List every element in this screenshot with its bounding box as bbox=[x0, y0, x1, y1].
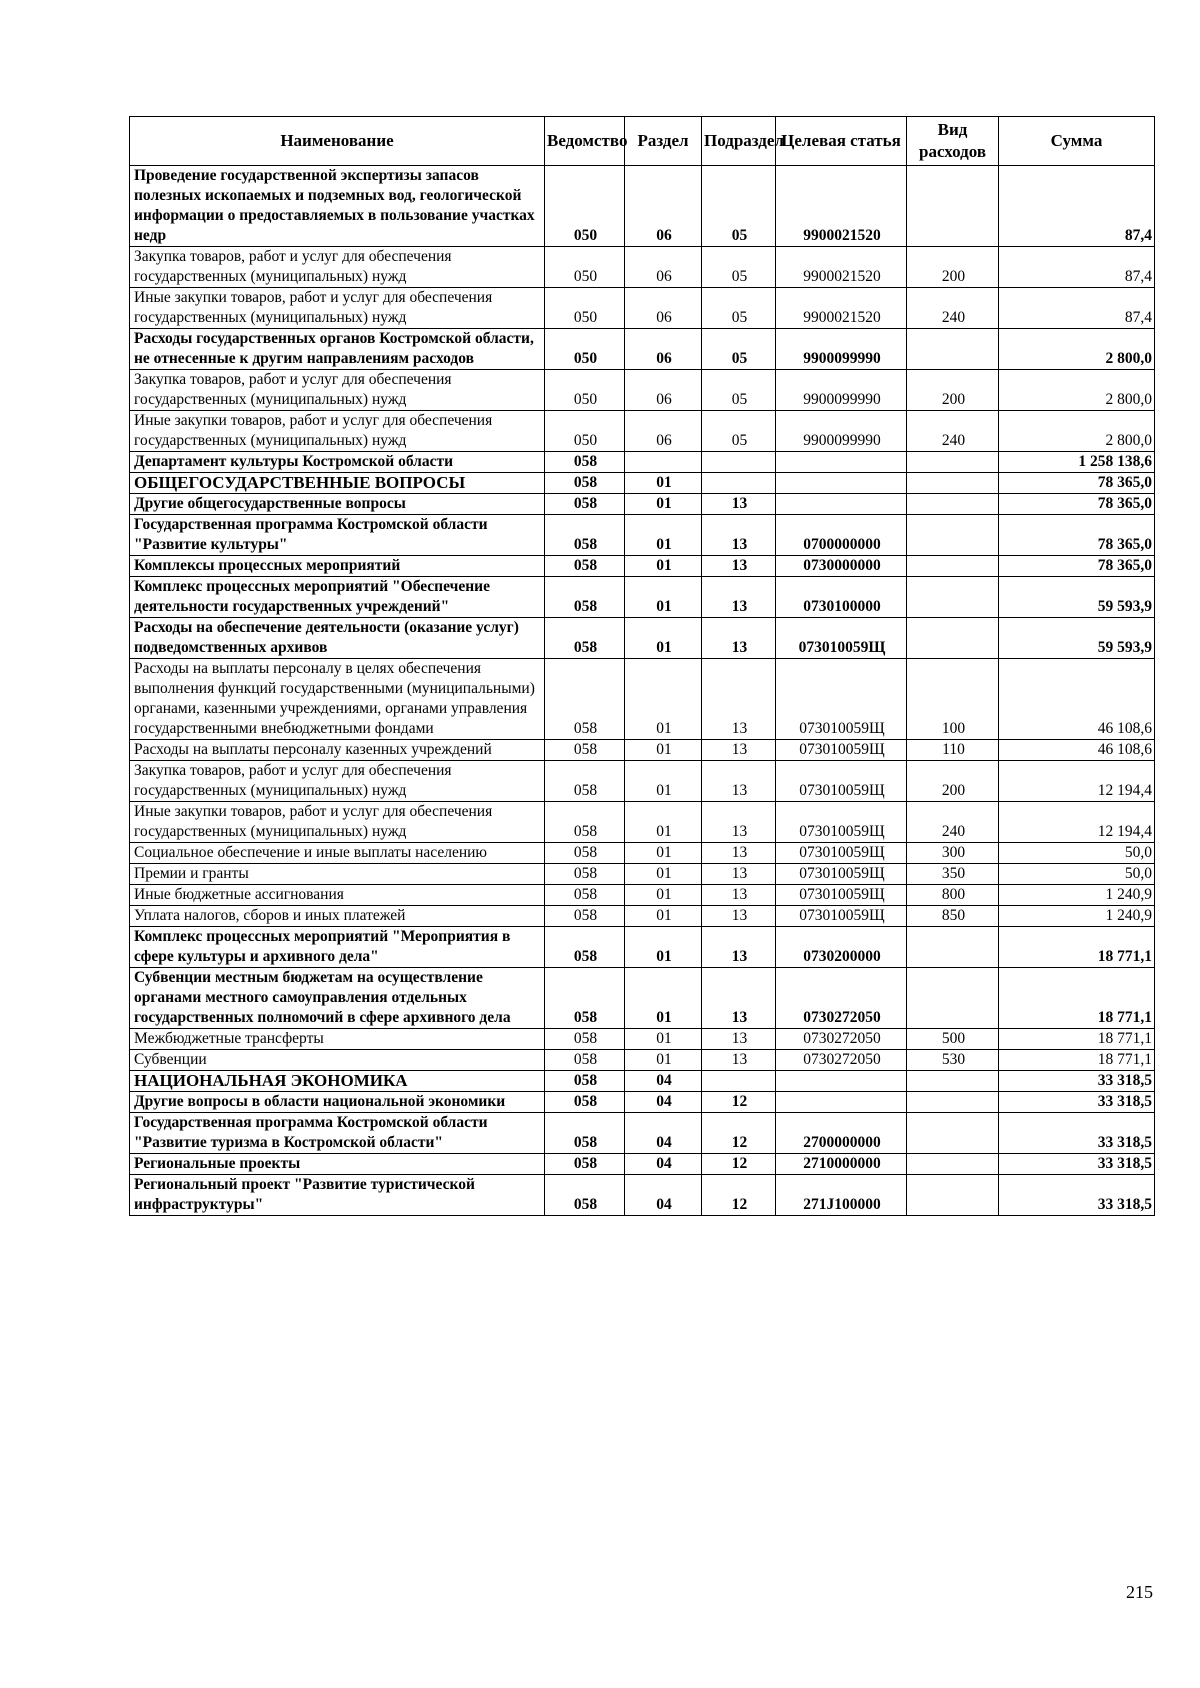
header-dept: Ведомство bbox=[545, 117, 625, 166]
cell-target: 2700000000 bbox=[776, 1113, 907, 1154]
cell-target bbox=[776, 473, 907, 494]
cell-dept: 058 bbox=[545, 927, 625, 968]
cell-section: 01 bbox=[625, 906, 702, 927]
cell-subsection: 12 bbox=[702, 1154, 776, 1175]
cell-name: ОБЩЕГОСУДАРСТВЕННЫЕ ВОПРОСЫ bbox=[130, 473, 545, 494]
cell-exp-type bbox=[907, 968, 999, 1029]
cell-target: 073010059Щ bbox=[776, 761, 907, 802]
cell-name: Премии и гранты bbox=[130, 864, 545, 885]
cell-target: 073010059Щ bbox=[776, 843, 907, 864]
cell-subsection: 13 bbox=[702, 1050, 776, 1071]
header-exp-type: Вид расходов bbox=[907, 117, 999, 166]
cell-name: Государственная программа Костромской области "Развитие туризма в Костромской области" bbox=[130, 1113, 545, 1154]
cell-section: 01 bbox=[625, 761, 702, 802]
cell-exp-type: 300 bbox=[907, 843, 999, 864]
cell-section: 01 bbox=[625, 659, 702, 740]
cell-sum: 78 365,0 bbox=[999, 515, 1155, 556]
cell-target: 073010059Щ bbox=[776, 618, 907, 659]
table-row bbox=[130, 329, 1155, 370]
cell-sum: 87,4 bbox=[999, 166, 1155, 247]
cell-exp-type bbox=[907, 577, 999, 618]
header-subsection: Подраздел bbox=[702, 117, 776, 166]
cell-section: 04 bbox=[625, 1071, 702, 1092]
cell-dept: 058 bbox=[545, 843, 625, 864]
table-row bbox=[130, 618, 1155, 659]
cell-sum: 2 800,0 bbox=[999, 329, 1155, 370]
cell-sum: 2 800,0 bbox=[999, 370, 1155, 411]
table-row bbox=[130, 802, 1155, 843]
cell-target bbox=[776, 1092, 907, 1113]
cell-name: Закупка товаров, работ и услуг для обеспечения государственных (муниципальных) нужд bbox=[130, 247, 545, 288]
header-target: Целевая статья bbox=[776, 117, 907, 166]
cell-subsection: 13 bbox=[702, 515, 776, 556]
cell-target bbox=[776, 494, 907, 515]
cell-exp-type bbox=[907, 927, 999, 968]
cell-subsection: 12 bbox=[702, 1175, 776, 1216]
cell-subsection: 12 bbox=[702, 1092, 776, 1113]
table-body bbox=[130, 166, 1155, 1216]
cell-target: 0730200000 bbox=[776, 927, 907, 968]
cell-name: Другие общегосударственные вопросы bbox=[130, 494, 545, 515]
cell-name: Комплексы процессных мероприятий bbox=[130, 556, 545, 577]
cell-section: 01 bbox=[625, 1029, 702, 1050]
cell-exp-type: 850 bbox=[907, 906, 999, 927]
cell-subsection bbox=[702, 473, 776, 494]
cell-target: 073010059Щ bbox=[776, 659, 907, 740]
cell-dept: 050 bbox=[545, 166, 625, 247]
cell-dept: 058 bbox=[545, 618, 625, 659]
cell-dept: 050 bbox=[545, 370, 625, 411]
cell-sum: 2 800,0 bbox=[999, 411, 1155, 452]
cell-target bbox=[776, 452, 907, 473]
cell-dept: 058 bbox=[545, 885, 625, 906]
cell-target: 073010059Щ bbox=[776, 864, 907, 885]
cell-section: 06 bbox=[625, 370, 702, 411]
cell-dept: 058 bbox=[545, 1071, 625, 1092]
cell-section: 06 bbox=[625, 166, 702, 247]
cell-sum: 50,0 bbox=[999, 843, 1155, 864]
cell-name: Уплата налогов, сборов и иных платежей bbox=[130, 906, 545, 927]
table-row bbox=[130, 659, 1155, 740]
cell-section: 01 bbox=[625, 1050, 702, 1071]
budget-table bbox=[129, 116, 1155, 1216]
table-row bbox=[130, 247, 1155, 288]
cell-sum: 78 365,0 bbox=[999, 556, 1155, 577]
cell-dept: 058 bbox=[545, 1092, 625, 1113]
cell-name: Региональный проект "Развитие туристической инфраструктуры" bbox=[130, 1175, 545, 1216]
cell-name: Закупка товаров, работ и услуг для обеспечения государственных (муниципальных) нужд bbox=[130, 761, 545, 802]
cell-target: 9900099990 bbox=[776, 329, 907, 370]
cell-sum: 33 318,5 bbox=[999, 1092, 1155, 1113]
cell-dept: 058 bbox=[545, 1113, 625, 1154]
cell-subsection: 05 bbox=[702, 329, 776, 370]
cell-dept: 058 bbox=[545, 659, 625, 740]
cell-subsection: 05 bbox=[702, 370, 776, 411]
cell-section: 01 bbox=[625, 843, 702, 864]
cell-sum: 1 258 138,6 bbox=[999, 452, 1155, 473]
cell-name: Иные бюджетные ассигнования bbox=[130, 885, 545, 906]
cell-exp-type: 500 bbox=[907, 1029, 999, 1050]
cell-exp-type bbox=[907, 452, 999, 473]
table-row bbox=[130, 1113, 1155, 1154]
cell-subsection: 13 bbox=[702, 968, 776, 1029]
table-row bbox=[130, 370, 1155, 411]
cell-name: Комплекс процессных мероприятий "Мероприятия в сфере культуры и архивного дела" bbox=[130, 927, 545, 968]
cell-dept: 050 bbox=[545, 329, 625, 370]
cell-target: 271J100000 bbox=[776, 1175, 907, 1216]
cell-dept: 058 bbox=[545, 1029, 625, 1050]
cell-subsection: 13 bbox=[702, 577, 776, 618]
cell-section: 01 bbox=[625, 802, 702, 843]
cell-subsection: 13 bbox=[702, 740, 776, 761]
cell-sum: 46 108,6 bbox=[999, 659, 1155, 740]
table-row bbox=[130, 494, 1155, 515]
cell-section: 04 bbox=[625, 1092, 702, 1113]
cell-dept: 058 bbox=[545, 906, 625, 927]
cell-exp-type bbox=[907, 166, 999, 247]
cell-section: 06 bbox=[625, 247, 702, 288]
cell-section: 04 bbox=[625, 1154, 702, 1175]
cell-section: 01 bbox=[625, 864, 702, 885]
cell-section: 01 bbox=[625, 515, 702, 556]
cell-name: Субвенции местным бюджетам на осуществление органами местного самоуправления отдельных государственных полномочий в сфере архивного дела bbox=[130, 968, 545, 1029]
cell-name: Департамент культуры Костромской области bbox=[130, 452, 545, 473]
cell-dept: 058 bbox=[545, 802, 625, 843]
cell-name: Региональные проекты bbox=[130, 1154, 545, 1175]
table-row bbox=[130, 1050, 1155, 1071]
cell-subsection: 12 bbox=[702, 1113, 776, 1154]
table-row bbox=[130, 288, 1155, 329]
cell-exp-type bbox=[907, 329, 999, 370]
cell-target: 073010059Щ bbox=[776, 906, 907, 927]
table-row bbox=[130, 515, 1155, 556]
cell-target: 0700000000 bbox=[776, 515, 907, 556]
cell-section: 06 bbox=[625, 329, 702, 370]
cell-exp-type bbox=[907, 1175, 999, 1216]
cell-target: 0730272050 bbox=[776, 1029, 907, 1050]
cell-section: 04 bbox=[625, 1175, 702, 1216]
cell-subsection: 13 bbox=[702, 1029, 776, 1050]
table-row bbox=[130, 1029, 1155, 1050]
cell-section: 06 bbox=[625, 288, 702, 329]
cell-target: 0730100000 bbox=[776, 577, 907, 618]
cell-dept: 058 bbox=[545, 1050, 625, 1071]
table-row bbox=[130, 1154, 1155, 1175]
cell-dept: 058 bbox=[545, 494, 625, 515]
cell-name: Комплекс процессных мероприятий "Обеспечение деятельности государственных учреждений" bbox=[130, 577, 545, 618]
cell-exp-type: 200 bbox=[907, 247, 999, 288]
cell-sum: 87,4 bbox=[999, 247, 1155, 288]
cell-section: 06 bbox=[625, 411, 702, 452]
header-sum: Сумма bbox=[999, 117, 1155, 166]
cell-sum: 50,0 bbox=[999, 864, 1155, 885]
cell-dept: 058 bbox=[545, 515, 625, 556]
cell-sum: 59 593,9 bbox=[999, 577, 1155, 618]
cell-sum: 33 318,5 bbox=[999, 1113, 1155, 1154]
cell-subsection bbox=[702, 452, 776, 473]
cell-dept: 058 bbox=[545, 452, 625, 473]
cell-dept: 050 bbox=[545, 247, 625, 288]
cell-section: 01 bbox=[625, 885, 702, 906]
cell-name: Другие вопросы в области национальной экономики bbox=[130, 1092, 545, 1113]
cell-subsection: 13 bbox=[702, 885, 776, 906]
cell-sum: 18 771,1 bbox=[999, 1029, 1155, 1050]
cell-exp-type: 110 bbox=[907, 740, 999, 761]
cell-exp-type bbox=[907, 1154, 999, 1175]
cell-sum: 33 318,5 bbox=[999, 1175, 1155, 1216]
cell-sum: 87,4 bbox=[999, 288, 1155, 329]
cell-name: Расходы на обеспечение деятельности (оказание услуг) подведомственных архивов bbox=[130, 618, 545, 659]
cell-name: Иные закупки товаров, работ и услуг для обеспечения государственных (муниципальных) нужд bbox=[130, 288, 545, 329]
cell-sum: 12 194,4 bbox=[999, 761, 1155, 802]
cell-section bbox=[625, 452, 702, 473]
cell-dept: 058 bbox=[545, 740, 625, 761]
table-row bbox=[130, 864, 1155, 885]
cell-dept: 058 bbox=[545, 968, 625, 1029]
cell-exp-type bbox=[907, 473, 999, 494]
cell-name: Межбюджетные трансферты bbox=[130, 1029, 545, 1050]
cell-target: 073010059Щ bbox=[776, 740, 907, 761]
cell-name: Расходы государственных органов Костромской области, не отнесенные к другим направлениям расходов bbox=[130, 329, 545, 370]
cell-exp-type bbox=[907, 494, 999, 515]
cell-dept: 058 bbox=[545, 577, 625, 618]
cell-dept: 058 bbox=[545, 1154, 625, 1175]
cell-target: 9900021520 bbox=[776, 247, 907, 288]
cell-exp-type: 100 bbox=[907, 659, 999, 740]
table-row bbox=[130, 1071, 1155, 1092]
cell-exp-type bbox=[907, 556, 999, 577]
cell-exp-type: 350 bbox=[907, 864, 999, 885]
cell-subsection: 05 bbox=[702, 288, 776, 329]
cell-sum: 1 240,9 bbox=[999, 906, 1155, 927]
cell-name: Расходы на выплаты персоналу в целях обеспечения выполнения функций государственными (муниципальными) органами, казенными учреждениями, органами управления государственными внебюджетными фондами bbox=[130, 659, 545, 740]
table-row bbox=[130, 761, 1155, 802]
table-row bbox=[130, 906, 1155, 927]
cell-subsection: 13 bbox=[702, 659, 776, 740]
cell-sum: 33 318,5 bbox=[999, 1071, 1155, 1092]
cell-dept: 058 bbox=[545, 864, 625, 885]
header-name: Наименование bbox=[130, 117, 545, 166]
table-row bbox=[130, 1092, 1155, 1113]
cell-sum: 78 365,0 bbox=[999, 494, 1155, 515]
cell-exp-type bbox=[907, 1071, 999, 1092]
table-row bbox=[130, 473, 1155, 494]
cell-sum: 18 771,1 bbox=[999, 968, 1155, 1029]
table-row bbox=[130, 166, 1155, 247]
cell-exp-type: 200 bbox=[907, 761, 999, 802]
cell-subsection: 13 bbox=[702, 802, 776, 843]
cell-subsection: 13 bbox=[702, 906, 776, 927]
cell-target: 073010059Щ bbox=[776, 885, 907, 906]
cell-sum: 33 318,5 bbox=[999, 1154, 1155, 1175]
cell-dept: 058 bbox=[545, 556, 625, 577]
cell-subsection: 13 bbox=[702, 864, 776, 885]
table-header-row bbox=[130, 117, 1155, 166]
cell-subsection: 05 bbox=[702, 166, 776, 247]
cell-dept: 058 bbox=[545, 761, 625, 802]
table-row bbox=[130, 927, 1155, 968]
cell-subsection: 05 bbox=[702, 247, 776, 288]
cell-dept: 050 bbox=[545, 288, 625, 329]
cell-sum: 12 194,4 bbox=[999, 802, 1155, 843]
cell-name: Государственная программа Костромской области "Развитие культуры" bbox=[130, 515, 545, 556]
cell-section: 01 bbox=[625, 577, 702, 618]
cell-sum: 78 365,0 bbox=[999, 473, 1155, 494]
cell-exp-type bbox=[907, 618, 999, 659]
cell-exp-type bbox=[907, 1092, 999, 1113]
cell-exp-type: 240 bbox=[907, 411, 999, 452]
cell-section: 01 bbox=[625, 740, 702, 761]
table-row bbox=[130, 411, 1155, 452]
cell-subsection bbox=[702, 1071, 776, 1092]
cell-sum: 1 240,9 bbox=[999, 885, 1155, 906]
table-row bbox=[130, 556, 1155, 577]
cell-exp-type: 240 bbox=[907, 802, 999, 843]
cell-section: 04 bbox=[625, 1113, 702, 1154]
table-row bbox=[130, 452, 1155, 473]
cell-name: НАЦИОНАЛЬНАЯ ЭКОНОМИКА bbox=[130, 1071, 545, 1092]
cell-target bbox=[776, 1071, 907, 1092]
page-number: 215 bbox=[1126, 1582, 1153, 1602]
cell-exp-type: 530 bbox=[907, 1050, 999, 1071]
cell-section: 01 bbox=[625, 618, 702, 659]
cell-target: 0730272050 bbox=[776, 1050, 907, 1071]
table-row bbox=[130, 885, 1155, 906]
cell-name: Иные закупки товаров, работ и услуг для обеспечения государственных (муниципальных) нужд bbox=[130, 802, 545, 843]
cell-target: 9900099990 bbox=[776, 411, 907, 452]
cell-subsection: 13 bbox=[702, 556, 776, 577]
cell-name: Социальное обеспечение и иные выплаты населению bbox=[130, 843, 545, 864]
cell-name: Расходы на выплаты персоналу казенных учреждений bbox=[130, 740, 545, 761]
cell-subsection: 05 bbox=[702, 411, 776, 452]
cell-sum: 59 593,9 bbox=[999, 618, 1155, 659]
cell-target: 9900099990 bbox=[776, 370, 907, 411]
table-row bbox=[130, 968, 1155, 1029]
cell-exp-type: 240 bbox=[907, 288, 999, 329]
table-row bbox=[130, 740, 1155, 761]
header-section: Раздел bbox=[625, 117, 702, 166]
cell-sum: 18 771,1 bbox=[999, 1050, 1155, 1071]
cell-sum: 46 108,6 bbox=[999, 740, 1155, 761]
cell-exp-type bbox=[907, 515, 999, 556]
cell-exp-type bbox=[907, 1113, 999, 1154]
table-row bbox=[130, 1175, 1155, 1216]
cell-subsection: 13 bbox=[702, 927, 776, 968]
cell-name: Субвенции bbox=[130, 1050, 545, 1071]
cell-dept: 058 bbox=[545, 473, 625, 494]
cell-exp-type: 800 bbox=[907, 885, 999, 906]
cell-name: Проведение государственной экспертизы запасов полезных ископаемых и подземных вод, геологической информации о предоставляемых в пользование участках недр bbox=[130, 166, 545, 247]
table-row bbox=[130, 843, 1155, 864]
cell-subsection: 13 bbox=[702, 761, 776, 802]
cell-target: 2710000000 bbox=[776, 1154, 907, 1175]
cell-section: 01 bbox=[625, 968, 702, 1029]
cell-dept: 058 bbox=[545, 1175, 625, 1216]
cell-name: Закупка товаров, работ и услуг для обеспечения государственных (муниципальных) нужд bbox=[130, 370, 545, 411]
cell-target: 073010059Щ bbox=[776, 802, 907, 843]
cell-target: 0730000000 bbox=[776, 556, 907, 577]
cell-section: 01 bbox=[625, 494, 702, 515]
cell-section: 01 bbox=[625, 927, 702, 968]
cell-target: 9900021520 bbox=[776, 288, 907, 329]
cell-subsection: 13 bbox=[702, 494, 776, 515]
cell-subsection: 13 bbox=[702, 618, 776, 659]
cell-section: 01 bbox=[625, 473, 702, 494]
cell-target: 0730272050 bbox=[776, 968, 907, 1029]
cell-subsection: 13 bbox=[702, 843, 776, 864]
cell-section: 01 bbox=[625, 556, 702, 577]
cell-sum: 18 771,1 bbox=[999, 927, 1155, 968]
cell-dept: 050 bbox=[545, 411, 625, 452]
cell-name: Иные закупки товаров, работ и услуг для обеспечения государственных (муниципальных) нужд bbox=[130, 411, 545, 452]
cell-exp-type: 200 bbox=[907, 370, 999, 411]
table-row bbox=[130, 577, 1155, 618]
cell-target: 9900021520 bbox=[776, 166, 907, 247]
